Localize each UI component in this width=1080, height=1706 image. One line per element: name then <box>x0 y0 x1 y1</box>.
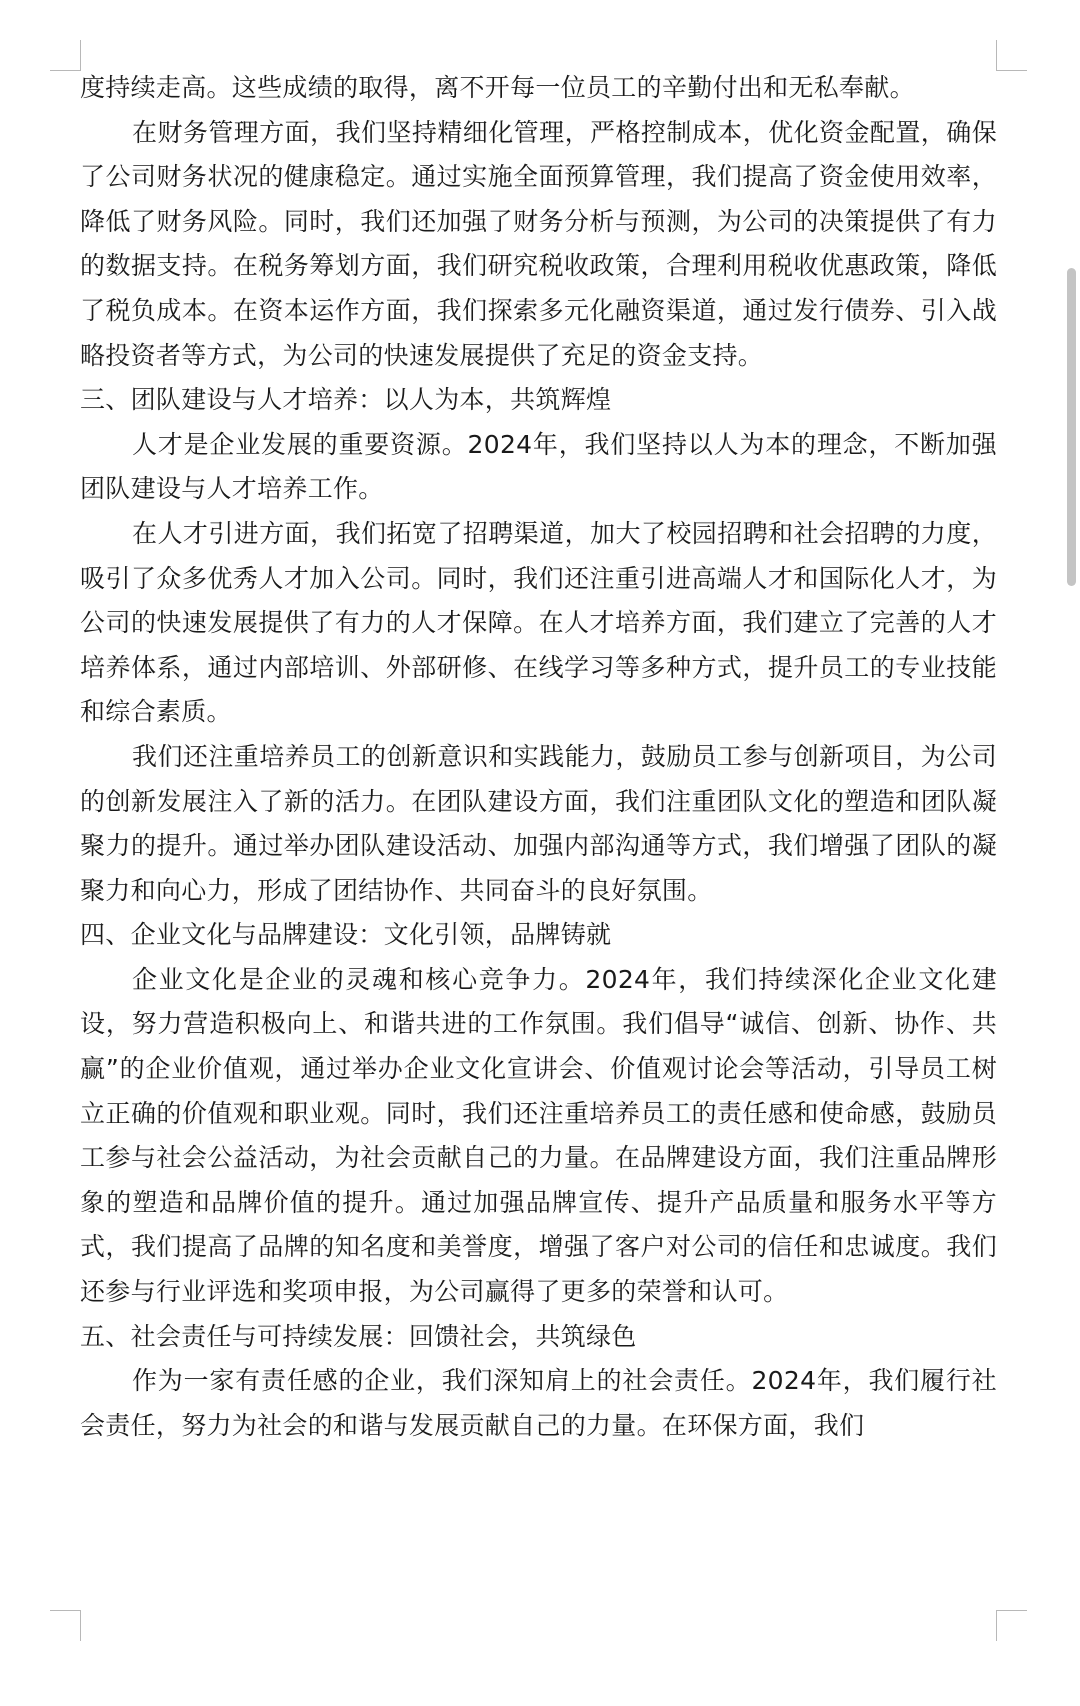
page-corner-mark-top-left <box>50 40 81 71</box>
document-body <box>80 66 997 1448</box>
section-heading-4: 四、企业文化与品牌建设：文化引领，品牌铸就 <box>80 920 612 950</box>
paragraph-talent-intro: 人才是企业发展的重要资源。2024年，我们坚持以人为本的理念，不断加强团队建设与人才培养工作。 <box>80 429 997 504</box>
paragraph-corporate-culture: 企业文化是企业的灵魂和核心竞争力。2024年，我们持续深化企业文化建设，努力营造积极向上、和谐共进的工作氛围。我们倡导“诚信、创新、协作、共赢”的企业价值观，通过举办企业文化宣讲会、价值观讨论会等活动，引导员工树立正确的价值观和职业观。同时，我们还注重培养员工的责任感和使命感，鼓励员工参与社会公益活动，为社会贡献自己的力量。在品牌建设方面，我们注重品牌形象的塑造和品牌价值的提升。通过加强品牌宣传、提升产品质量和服务水平等方式，我们提高了品牌的知名度和美誉度，增强了客户对公司的信任和忠诚度。我们还参与行业评选和奖项申报，为公司赢得了更多的荣誉和认可。 <box>80 964 997 1307</box>
paragraph-continuation: 度持续走高。这些成绩的取得，离不开每一位员工的辛勤付出和无私奉献。 <box>80 73 915 102</box>
paragraph-team-building: 我们还注重培养员工的创新意识和实践能力，鼓励员工参与创新项目，为公司的创新发展注入了新的活力。在团队建设方面，我们注重团队文化的塑造和团队凝聚力的提升。通过举办团队建设活动、加强内部沟通等方式，我们增强了团队的凝聚力和向心力，形成了团结协作、共同奋斗的良好氛围。 <box>80 741 997 905</box>
paragraph-social-responsibility: 作为一家有责任感的企业，我们深知肩上的社会责任。2024年，我们履行社会责任，努力为社会的和谐与发展贡献自己的力量。在环保方面，我们 <box>80 1366 997 1440</box>
section-heading-5: 五、社会责任与可持续发展：回馈社会，共筑绿色 <box>80 1321 637 1351</box>
paragraph-financial-management: 在财务管理方面，我们坚持精细化管理，严格控制成本，优化资金配置，确保了公司财务状况的健康稳定。通过实施全面预算管理，我们提高了资金使用效率，降低了财务风险。同时，我们还加强了财务分析与预测，为公司的决策提供了有力的数据支持。在税务筹划方面，我们研究税收政策，合理利用税收优惠政策，降低了税负成本。在资本运作方面，我们探索多元化融资渠道，通过发行债券、引入战略投资者等方式，为公司的快速发展提供了充足的资金支持。 <box>80 117 997 370</box>
page-corner-mark-bottom-left <box>50 1610 81 1641</box>
page-corner-mark-bottom-right <box>996 1610 1027 1641</box>
page-corner-mark-top-right <box>996 40 1027 71</box>
vertical-scrollbar[interactable] <box>1067 268 1076 586</box>
paragraph-talent-recruitment: 在人才引进方面，我们拓宽了招聘渠道，加大了校园招聘和社会招聘的力度，吸引了众多优秀人才加入公司。同时，我们还注重引进高端人才和国际化人才，为公司的快速发展提供了有力的人才保障。在人才培养方面，我们建立了完善的人才培养体系，通过内部培训、外部研修、在线学习等多种方式，提升员工的专业技能和综合素质。 <box>80 518 997 727</box>
section-heading-3: 三、团队建设与人才培养：以人为本，共筑辉煌 <box>80 385 612 415</box>
